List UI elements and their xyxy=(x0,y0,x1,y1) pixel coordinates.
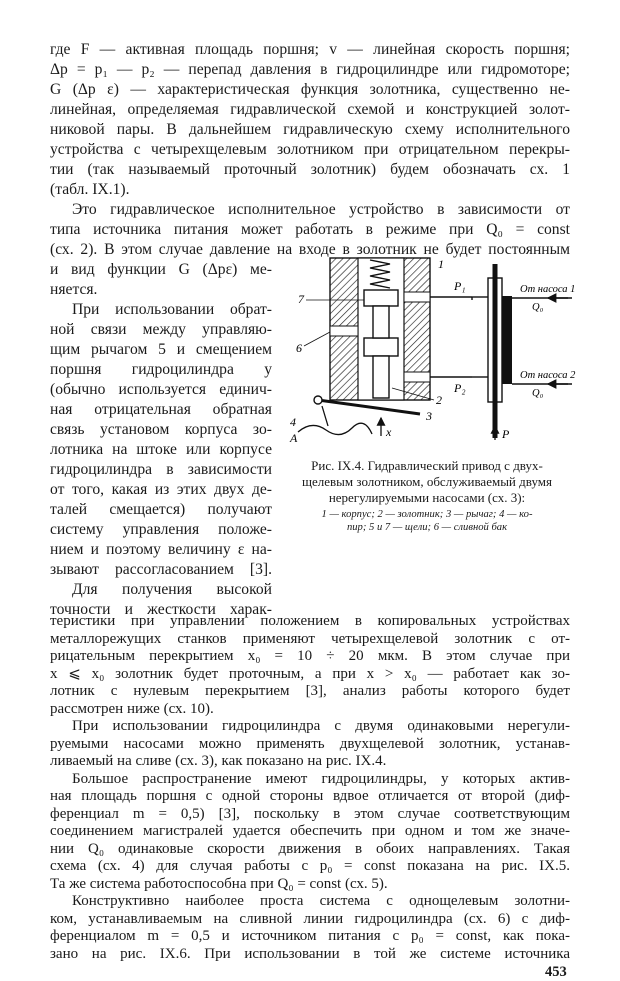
label-p1: P₁ xyxy=(454,279,466,293)
text-line: где F — активная площадь поршня; v — линейная скорость поршня; xyxy=(50,41,570,58)
text-line: талей смещается) получают xyxy=(50,501,272,518)
text-line: теристики при управлении положением в копировальных устройствах xyxy=(50,613,570,629)
text-line: Δp = p₁ — p₂ — перепад давления в гидроцилиндре или гидромоторе; xyxy=(50,61,570,78)
text-line: Та же система работоспособна при Q₀ = const (сх. 5). xyxy=(50,875,388,892)
figure-legend: 1 — корпус; 2 — золотник; 3 — рычаг; 4 — ко- xyxy=(321,509,533,520)
spool-land-lower xyxy=(364,338,398,356)
text-line: (сх. 2). В этом случае давление на входе в золотник не будет постоянным xyxy=(50,241,570,258)
text-line: Конструктивно наиболее проста система с однощелевым золотни- xyxy=(72,893,570,909)
text-line: поршня гидроцилиндра y xyxy=(50,361,272,378)
text-line: зывают рассогласованием [3]. xyxy=(50,561,272,578)
text-line: рицательным перекрытием x₀ = 10 ÷ 20 мкм. В этом случае при xyxy=(50,648,570,664)
text-line: нии Q₀ одинаковые скорости движения в обоих направлениях. Такая xyxy=(50,840,570,857)
text-line: лотник с нулевым перекрытием [3], анализ работы которого будет xyxy=(50,683,570,699)
hydraulic-drive-figure xyxy=(280,242,580,454)
label-x: x xyxy=(386,425,392,439)
text-line: ференциалом m = 0,5 и источником питания с p₀ = const, как пока- xyxy=(50,928,570,944)
label-2: 2 xyxy=(436,393,442,407)
label-3: 3 xyxy=(426,409,432,423)
text-line: Для получения высокой xyxy=(72,581,272,598)
text-line: ная отрицательная обратная xyxy=(50,401,272,418)
text-line: G (Δp ε) — характеристическая функция золотника, существенно не- xyxy=(50,81,570,98)
label-1: 1 xyxy=(438,257,444,271)
lever xyxy=(318,400,420,414)
label-4: 4 xyxy=(290,415,296,429)
text-line: щим рычагом 5 и смещением xyxy=(50,341,272,358)
text-line: При использовании гидроцилиндра с двумя одинаковыми нерегули- xyxy=(72,718,570,734)
text-line: тии (так называемый проточный золотник) будем обозначать сх. 1 xyxy=(50,161,570,178)
text-line: Это гидравлическое исполнительное устройство в зависимости от xyxy=(72,201,570,218)
label-7: 7 xyxy=(298,292,304,306)
figure-caption: Рис. IX.4. Гидравлический привод с двух- xyxy=(311,458,543,473)
text-line: Большое распространение имеют гидроцилиндры, у которых актив- xyxy=(72,770,570,787)
spool-land-upper xyxy=(364,290,398,306)
text-line: При использовании обрат- xyxy=(72,301,272,318)
text-line: металлорежущих станков применяют четырехщелевой золотник с от- xyxy=(50,630,570,647)
figure-caption: щелевым золотником, обслуживаемый двумя xyxy=(302,474,552,489)
text-line: нием и поэтому величину ε на- xyxy=(50,541,272,558)
label-6: 6 xyxy=(296,341,302,355)
label-pump-1: От насоса 1 xyxy=(520,284,576,295)
label-p2: P₂ xyxy=(454,381,466,395)
text-line: линейная, определяемая гидравлической схемой и конструкцией золот- xyxy=(50,101,570,118)
lever-pivot xyxy=(314,396,322,404)
text-line: схема (сх. 4) для случая работы с p₀ = const показана на рис. IX.5. xyxy=(50,858,570,874)
spool-rod xyxy=(373,356,389,398)
passage-p1 xyxy=(404,292,430,302)
text-line: гидроцилиндра в зависимости xyxy=(50,461,272,478)
text-line: x ⩽ x₀ золотник будет проточным, а при x > x₀ — работает как зо- xyxy=(50,665,570,682)
figure-legend: пир; 5 и 7 — щели; 6 — сливной бак xyxy=(346,522,508,533)
text-line: устройства с четырехщелевым золотником при отрицательном перекры- xyxy=(50,141,570,158)
text-line: никовой пары. В дальнейшем гидравлическую схему исполнительного xyxy=(50,121,570,138)
text-line: ливаемый на сливе (сх. 3), как показано на рис. IX.4. xyxy=(50,753,387,769)
spool-stem xyxy=(373,306,389,338)
passage-p2 xyxy=(404,372,430,382)
text-line: руемыми насосами можно применять двухщелевой золотник, устанав- xyxy=(50,735,570,752)
label-a: A xyxy=(290,431,298,445)
text-line: типа источника питания может работать в режиме при Q₀ = const xyxy=(50,221,570,238)
text-line: связь установом корпуса зо- xyxy=(50,421,272,438)
text-line: ной связи между управляю- xyxy=(50,321,272,338)
passage-drain xyxy=(330,326,358,336)
text-line: рассмотрен ниже (сх. 10). xyxy=(50,700,214,717)
page-number: 453 xyxy=(545,964,567,980)
label-pump-2: От насоса 2 xyxy=(520,370,576,381)
copier xyxy=(298,423,372,434)
label-q0-2: Q₀ xyxy=(532,388,544,399)
text-line: (табл. IX.1). xyxy=(50,181,130,198)
label-p: P xyxy=(502,427,510,441)
text-line: (обычно используется единич- xyxy=(50,381,272,398)
text-line: ная площадь поршня с одной стороны вдвое отличается от второй (диф- xyxy=(50,788,570,804)
text-line: няется. xyxy=(50,281,98,298)
text-line: зано на рис. IX.6. При использовании в той же системе источника xyxy=(50,945,570,962)
text-line: ференциал m = 0,5) [3], поскольку в этом случае соответствующим xyxy=(50,805,570,822)
text-line: точности и жесткости харак- xyxy=(50,601,272,618)
text-line: и вид функции G (Δpε) ме- xyxy=(50,261,272,278)
label-q0-1: Q₀ xyxy=(532,302,544,313)
text-line: ком, устанавливаемым на сливной линии гидроцилиндра (сх. 6) с диф- xyxy=(50,910,570,927)
text-line: систему управления положе- xyxy=(50,521,272,538)
piston xyxy=(502,296,512,384)
text-line: лотника на штоке или корпусе xyxy=(50,441,272,458)
text-line: соединением магистралей удается обеспечить при одном и том же значе- xyxy=(50,823,570,839)
figure-caption: нерегулируемыми насосами (сх. 3): xyxy=(328,490,526,505)
text-line: от того, какая из этих двух де- xyxy=(50,481,272,498)
